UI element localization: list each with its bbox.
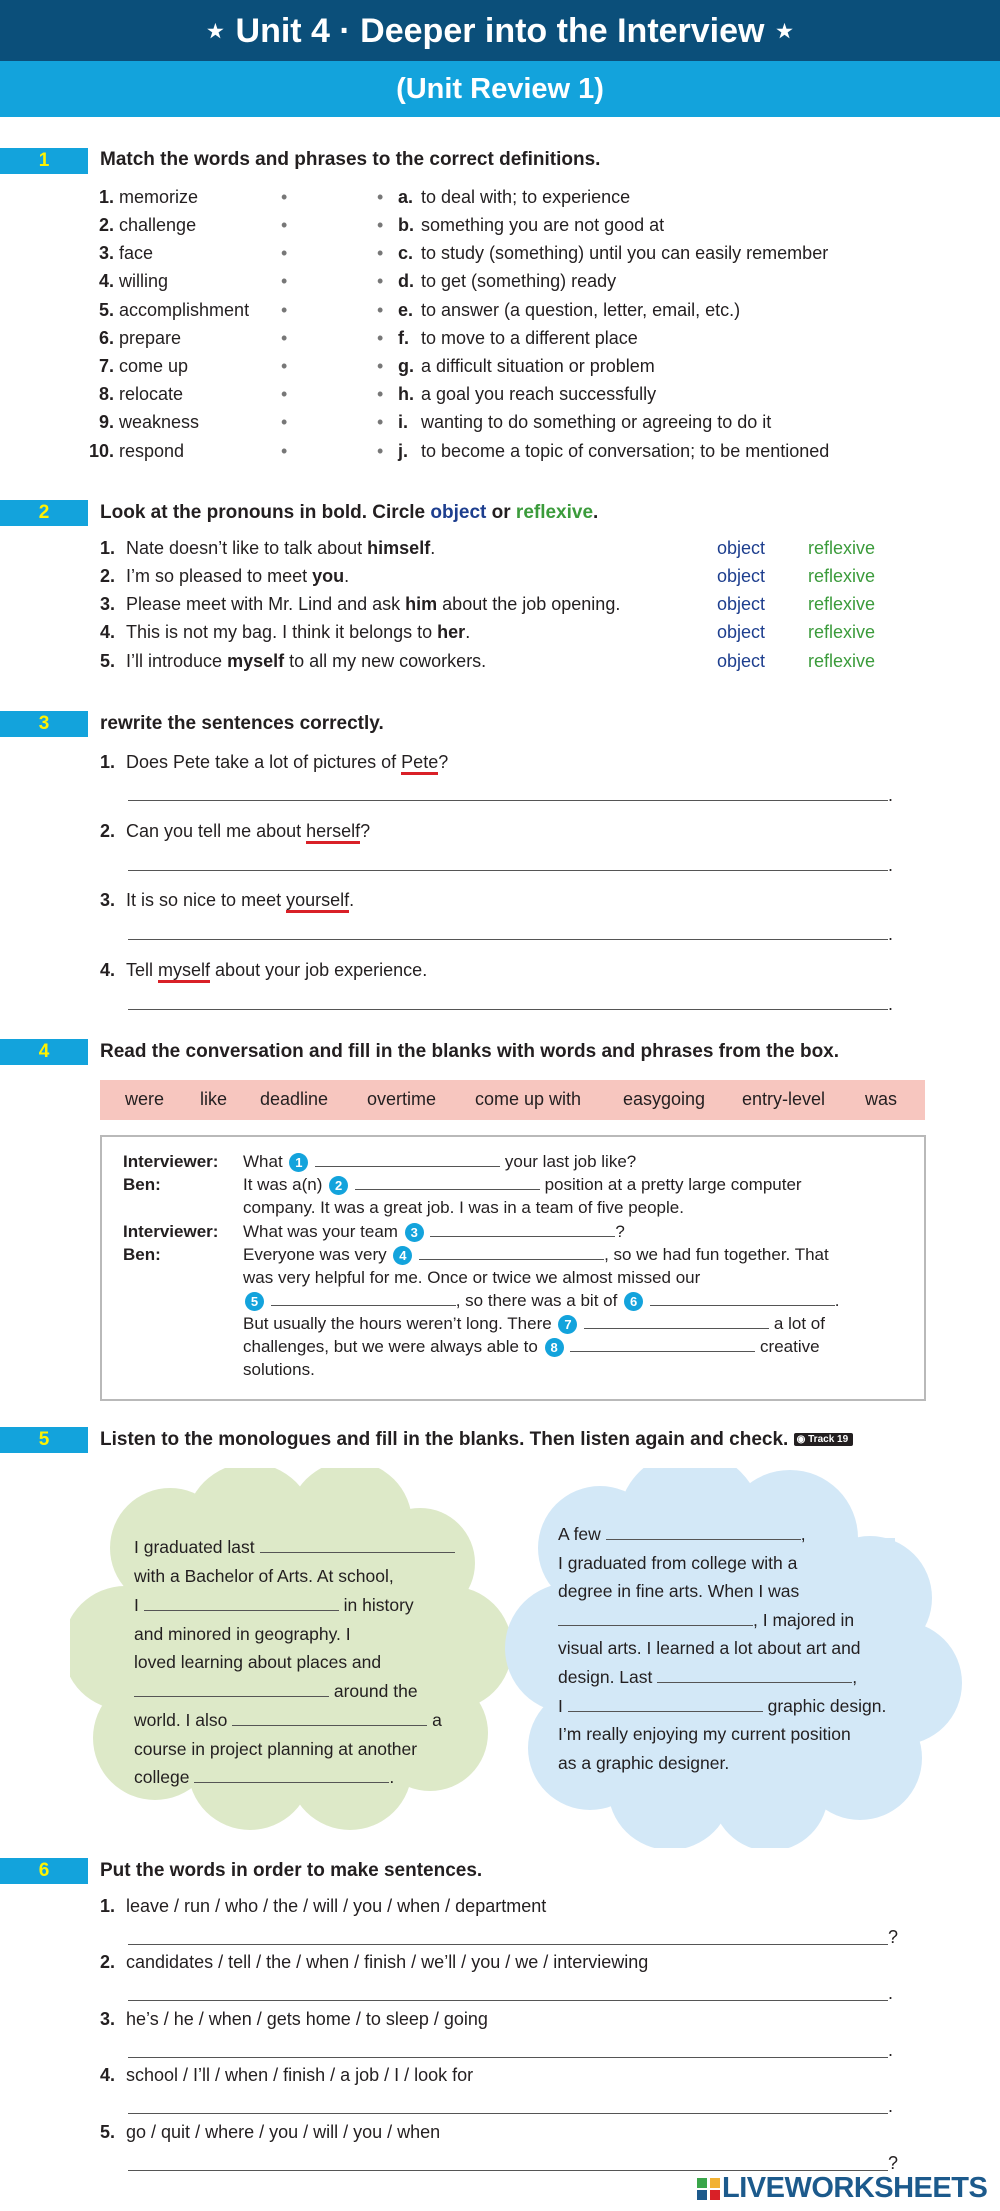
word-box-item: was [865,1089,898,1109]
section-1-title: Match the words and phrases to the correct definitions. [100,149,601,170]
pronoun-sentence: 5. I’ll introduce myself to all my new coworkers. [100,651,487,671]
speaker-interviewer: Interviewer: [123,1152,219,1171]
cloud-line: as a graphic designer. [558,1753,730,1773]
word-box-item: were [125,1089,165,1109]
word-order-prompt: 3. he’s / he / when / gets home / to sleep / going [100,2009,488,2029]
match-dot-right[interactable]: • [377,412,384,432]
conversation-line: 5 , so there was a bit of 6 . [243,1291,840,1311]
word-box-item: easygoing [623,1089,706,1109]
word-box-item: come up with [475,1089,582,1109]
option-object[interactable]: object [717,594,766,614]
match-definition: i. wanting to do something or agreeing to do it [398,412,772,432]
match-dot-right[interactable]: • [377,441,384,461]
blank-input[interactable] [558,1611,753,1626]
section-2-number: 2 [0,500,88,526]
option-object[interactable]: object [717,538,766,558]
match-dot-right[interactable]: • [377,328,384,348]
conversation-line: It was a(n) 2 position at a pretty large computer [243,1175,802,1194]
word-order-prompt: 4. school / I’ll / when / finish / a job / I / look for [100,2065,474,2085]
match-definition: h. a goal you reach successfully [398,384,657,404]
blank-input[interactable] [144,1596,339,1611]
cloud-line: , I majored in [558,1610,854,1631]
pronoun-sentence: 3. Please meet with Mr. Lind and ask him about the job opening. [100,594,621,614]
section-6-number: 6 [0,1858,88,1884]
blank-input[interactable] [260,1538,455,1553]
match-dot-left[interactable]: • [281,441,288,461]
answer-line[interactable] [128,1009,888,1010]
option-object[interactable]: object [717,651,766,671]
liveworksheets-logo-icon [696,2176,722,2202]
word-order-prompt: 1. leave / run / who / the / will / you / when / department [100,1896,547,1916]
cloud-line: visual arts. I learned a lot about art and [558,1638,861,1658]
match-dot-right[interactable]: • [377,384,384,404]
cloud-line: degree in fine arts. When I was [558,1581,800,1601]
conversation-line: was very helpful for me. Once or twice we almost missed our [243,1268,701,1287]
match-word: 4. willing [98,271,169,291]
match-word: 10. respond [88,441,185,461]
end-mark: . [888,924,894,944]
option-reflexive[interactable]: reflexive [808,594,876,614]
blank-badge: 1 [289,1153,308,1172]
answer-line[interactable] [128,2113,888,2114]
answer-line[interactable] [128,1944,888,1945]
conversation-line: What 1 your last job like? [243,1152,637,1171]
match-word: 2. challenge [98,215,197,235]
speaker-ben: Ben: [123,1245,161,1264]
match-definition: g. a difficult situation or problem [398,356,655,376]
match-definition: j. to become a topic of conversation; to be mentioned [398,441,830,461]
match-dot-right[interactable]: • [377,356,384,376]
cloud-line: world. I also a [134,1710,442,1730]
section-6-title: Put the words in order to make sentences. [100,1860,483,1881]
section-5-title: Listen to the monologues and fill in the blanks. Then listen again and check. ◉ Track 19 [100,1429,853,1451]
option-reflexive[interactable]: reflexive [808,538,876,558]
cloud-line: and minored in geography. I [134,1624,351,1644]
match-dot-left[interactable]: • [281,300,288,320]
blank-input[interactable] [232,1711,427,1726]
section-5-number: 5 [0,1427,88,1453]
cloud-line: I’m really enjoying my current position [558,1724,851,1744]
liveworksheets-logo[interactable]: LIVEWORKSHEETS [696,2172,987,2205]
word-order-prompt: 2. candidates / tell / the / when / finish / we’ll / you / we / interviewing [100,1952,649,1972]
match-word: 1. memorize [98,187,199,207]
blank-input[interactable] [355,1175,540,1190]
match-dot-right[interactable]: • [377,300,384,320]
match-dot-right[interactable]: • [377,243,384,263]
end-mark: . [888,785,894,805]
unit-title: ⋆ Unit 4 · Deeper into the Interview ⋆ [0,0,1000,61]
conversation-line: challenges, but we were always able to 8 creative [243,1337,820,1356]
speaker-ben: Ben: [123,1175,161,1194]
match-dot-right[interactable]: • [377,271,384,291]
answer-line[interactable] [128,800,888,801]
cloud-line: I graphic design. [558,1696,887,1716]
word-box-item: overtime [367,1089,437,1109]
conversation-line: solutions. [243,1360,315,1379]
blank-input[interactable] [430,1222,615,1237]
cloud-line: around the [134,1681,418,1702]
word-box [100,1080,925,1120]
end-mark: . [888,2096,894,2116]
blank-input[interactable] [194,1768,389,1783]
blank-input[interactable] [568,1697,763,1712]
match-dot-left[interactable]: • [281,356,288,376]
blank-input[interactable] [419,1245,604,1260]
section-3-title: rewrite the sentences correctly. [100,713,384,734]
match-definition: d. to get (something) ready [398,271,617,291]
word-order-prompt: 5. go / quit / where / you / will / you / when [100,2122,441,2142]
match-dot-left[interactable]: • [281,271,288,291]
blank-input[interactable] [584,1314,769,1329]
blank-badge: 5 [245,1292,264,1311]
unit-subtitle: (Unit Review 1) [0,61,1000,117]
match-dot-right[interactable]: • [377,187,384,207]
section-3-number: 3 [0,711,88,737]
match-dot-left[interactable]: • [281,384,288,404]
rewrite-sentence: 4. Tell myself about your job experience. [100,960,427,981]
option-object[interactable]: object [717,622,766,642]
conversation-line: Everyone was very 4 , so we had fun together. That [243,1245,829,1264]
blank-input[interactable] [606,1525,801,1540]
match-definition: a. to deal with; to experience [398,187,631,207]
section-1-number: 1 [0,148,88,174]
cloud-line: I graduated last [134,1537,455,1558]
end-mark: ? [888,1927,899,1947]
answer-line[interactable] [128,2057,888,2058]
blank-badge: 2 [329,1176,348,1195]
blank-badge: 8 [545,1338,564,1357]
blank-input[interactable] [134,1682,329,1697]
end-mark: ? [888,2153,899,2173]
option-object[interactable]: object [717,566,766,586]
match-definition: c. to study (something) until you can easily remember [398,243,829,263]
match-dot-left[interactable]: • [281,187,288,207]
cloud-line: I graduated from college with a [558,1553,798,1573]
conversation-line: But usually the hours weren’t long. There 7 a lot of [243,1314,825,1333]
blank-badge: 4 [393,1246,412,1265]
match-dot-left[interactable]: • [281,412,288,432]
match-word: 7. come up [98,356,189,376]
conversation-line: What was your team 3 ? [243,1222,625,1241]
blank-input[interactable] [570,1337,755,1352]
word-box-item: deadline [260,1089,329,1109]
match-dot-left[interactable]: • [281,243,288,263]
pronoun-sentence: 4. This is not my bag. I think it belongs to her. [100,622,471,642]
section-4-title: Read the conversation and fill in the blanks with words and phrases from the box. [100,1041,840,1062]
word-box-item: entry-level [742,1089,826,1109]
conversation-line: company. It was a great job. I was in a team of five people. [243,1198,684,1217]
match-definition: b. something you are not good at [398,215,665,235]
match-word: 3. face [98,243,154,263]
section-4-number: 4 [0,1039,88,1065]
section-2-title: Look at the pronouns in bold. Circle object or reflexive. [100,502,599,523]
conversation-box [100,1135,926,1401]
end-mark: . [888,2040,894,2060]
cloud-line: I in history [134,1595,414,1615]
rewrite-sentence: 3. It is so nice to meet yourself. [100,890,354,911]
blank-input[interactable] [650,1291,835,1306]
match-dot-left[interactable]: • [281,215,288,235]
blank-badge: 6 [624,1292,643,1311]
cloud-line: design. Last , [558,1667,858,1687]
cloud-line: loved learning about places and [134,1652,382,1672]
audio-track-icon[interactable]: ◉ Track 19 [794,1433,854,1446]
option-reflexive[interactable]: reflexive [808,566,876,586]
match-word: 8. relocate [98,384,184,404]
option-reflexive[interactable]: reflexive [808,651,876,671]
blank-badge: 3 [405,1223,424,1242]
cloud-line: A few , [558,1524,806,1544]
word-box-item: like [200,1089,228,1109]
match-word: 6. prepare [98,328,182,348]
end-mark: . [888,994,894,1014]
rewrite-sentence: 1. Does Pete take a lot of pictures of Pete? [100,752,448,773]
answer-line[interactable] [128,939,888,940]
blank-input[interactable] [315,1152,500,1167]
cloud-line: course in project planning at another [134,1739,418,1759]
answer-line[interactable] [128,2170,888,2171]
rewrite-sentence: 2. Can you tell me about herself? [100,821,370,842]
option-reflexive[interactable]: reflexive [808,622,876,642]
end-mark: . [888,855,894,875]
pronoun-sentence: 1. Nate doesn’t like to talk about himself. [100,538,436,558]
speaker-interviewer: Interviewer: [123,1222,219,1241]
match-word: 9. weakness [98,412,200,432]
blank-badge: 7 [558,1315,577,1334]
cloud-line: college . [134,1767,395,1787]
match-definition: e. to answer (a question, letter, email, etc.) [398,300,741,320]
answer-line[interactable] [128,870,888,871]
cloud-line: with a Bachelor of Arts. At school, [134,1566,394,1586]
answer-line[interactable] [128,2000,888,2001]
blank-input[interactable] [657,1668,852,1683]
match-dot-left[interactable]: • [281,328,288,348]
blank-input[interactable] [271,1291,456,1306]
pronoun-sentence: 2. I’m so pleased to meet you. [100,566,350,586]
match-dot-right[interactable]: • [377,215,384,235]
end-mark: . [888,1983,894,2003]
match-definition: f. to move to a different place [398,328,638,348]
match-word: 5. accomplishment [98,300,250,320]
